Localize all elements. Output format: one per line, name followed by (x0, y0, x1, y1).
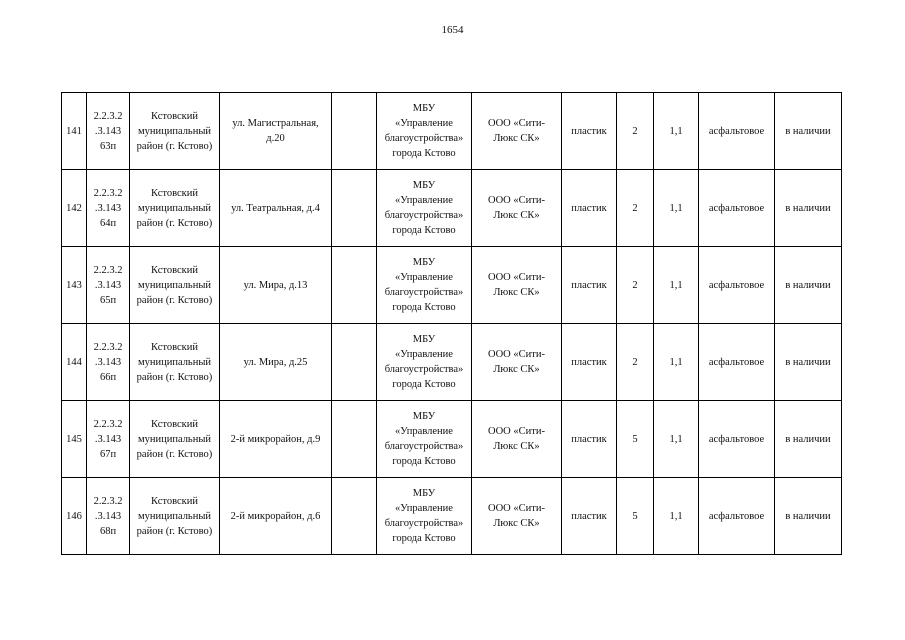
registry-code: 2.2.3.2 .3.143 68п (87, 478, 130, 555)
empty-cell (332, 170, 377, 247)
table-row (62, 170, 842, 247)
page-number: 1654 (441, 24, 464, 36)
container-material: пластик (562, 93, 617, 170)
container-material: пластик (562, 247, 617, 324)
container-material: пластик (562, 478, 617, 555)
registry-code: 2.2.3.2 .3.143 63п (87, 93, 130, 170)
availability: в наличии (775, 170, 842, 247)
owner: МБУ «Управление благоустройства» города Кстово (377, 401, 472, 478)
container-count: 5 (617, 401, 654, 478)
surface-type: асфальтовое (699, 93, 775, 170)
registry-code: 2.2.3.2 .3.143 66п (87, 324, 130, 401)
owner: МБУ «Управление благоустройства» города Кстово (377, 93, 472, 170)
owner: МБУ «Управление благоустройства» города Кстово (377, 478, 472, 555)
container-volume: 1,1 (654, 401, 699, 478)
table-row (62, 93, 842, 170)
table-row (62, 247, 842, 324)
row-number: 142 (62, 170, 87, 247)
district: Кстовский муниципальный район (г. Кстово) (130, 247, 220, 324)
empty-cell (332, 93, 377, 170)
address: ул. Мира, д.13 (220, 247, 332, 324)
availability: в наличии (775, 324, 842, 401)
container-count: 2 (617, 247, 654, 324)
district: Кстовский муниципальный район (г. Кстово) (130, 93, 220, 170)
container-count: 2 (617, 170, 654, 247)
container-count: 2 (617, 324, 654, 401)
row-number: 141 (62, 93, 87, 170)
surface-type: асфальтовое (699, 478, 775, 555)
operator: ООО «Сити- Люкс СК» (472, 401, 562, 478)
registry-code: 2.2.3.2 .3.143 65п (87, 247, 130, 324)
district: Кстовский муниципальный район (г. Кстово) (130, 324, 220, 401)
table-row (62, 324, 842, 401)
district: Кстовский муниципальный район (г. Кстово) (130, 478, 220, 555)
table-row (62, 401, 842, 478)
container-volume: 1,1 (654, 247, 699, 324)
address: ул. Мира, д.25 (220, 324, 332, 401)
row-number: 145 (62, 401, 87, 478)
registry-code: 2.2.3.2 .3.143 64п (87, 170, 130, 247)
address: 2-й микрорайон, д.9 (220, 401, 332, 478)
owner: МБУ «Управление благоустройства» города Кстово (377, 170, 472, 247)
availability: в наличии (775, 478, 842, 555)
district: Кстовский муниципальный район (г. Кстово) (130, 170, 220, 247)
container-volume: 1,1 (654, 478, 699, 555)
container-volume: 1,1 (654, 93, 699, 170)
container-volume: 1,1 (654, 170, 699, 247)
surface-type: асфальтовое (699, 247, 775, 324)
operator: ООО «Сити- Люкс СК» (472, 478, 562, 555)
district: Кстовский муниципальный район (г. Кстово) (130, 401, 220, 478)
availability: в наличии (775, 93, 842, 170)
address: ул. Магистральная, д.20 (220, 93, 332, 170)
surface-type: асфальтовое (699, 324, 775, 401)
owner: МБУ «Управление благоустройства» города Кстово (377, 247, 472, 324)
operator: ООО «Сити- Люкс СК» (472, 93, 562, 170)
availability: в наличии (775, 401, 842, 478)
empty-cell (332, 401, 377, 478)
empty-cell (332, 247, 377, 324)
row-number: 143 (62, 247, 87, 324)
empty-cell (332, 324, 377, 401)
container-material: пластик (562, 170, 617, 247)
surface-type: асфальтовое (699, 401, 775, 478)
operator: ООО «Сити- Люкс СК» (472, 170, 562, 247)
row-number: 146 (62, 478, 87, 555)
address: ул. Театральная, д.4 (220, 170, 332, 247)
container-volume: 1,1 (654, 324, 699, 401)
table-row (62, 478, 842, 555)
registry-table (61, 92, 842, 555)
registry-code: 2.2.3.2 .3.143 67п (87, 401, 130, 478)
operator: ООО «Сити- Люкс СК» (472, 247, 562, 324)
container-count: 2 (617, 93, 654, 170)
empty-cell (332, 478, 377, 555)
container-material: пластик (562, 324, 617, 401)
availability: в наличии (775, 247, 842, 324)
operator: ООО «Сити- Люкс СК» (472, 324, 562, 401)
container-count: 5 (617, 478, 654, 555)
address: 2-й микрорайон, д.6 (220, 478, 332, 555)
row-number: 144 (62, 324, 87, 401)
owner: МБУ «Управление благоустройства» города Кстово (377, 324, 472, 401)
container-material: пластик (562, 401, 617, 478)
surface-type: асфальтовое (699, 170, 775, 247)
